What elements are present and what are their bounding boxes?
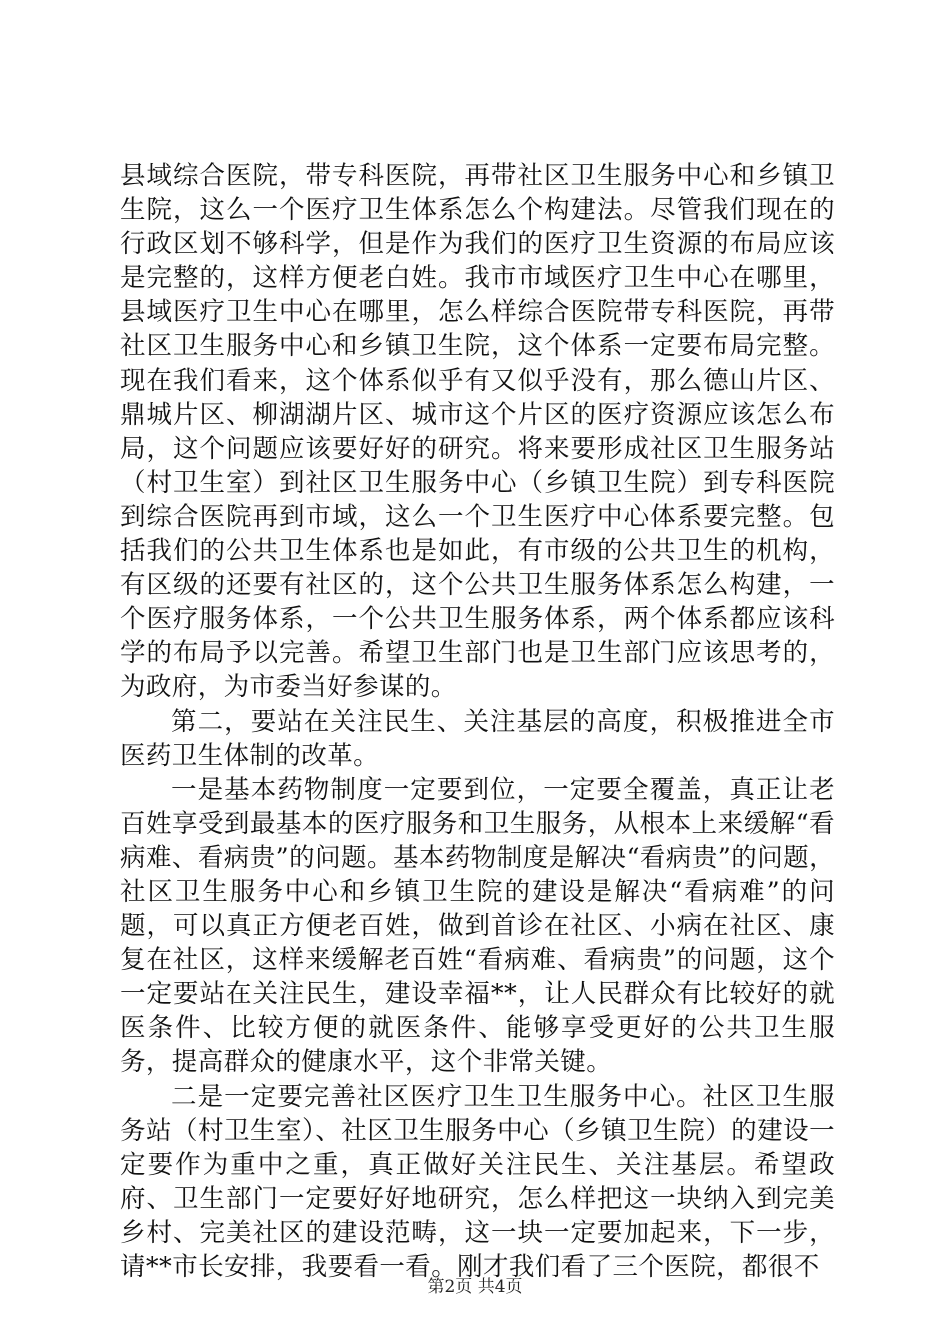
paragraph-point-one: 一是基本药物制度一定要到位，一定要全覆盖，真正让老百姓享受到最基本的医疗服务和卫生服务，从根本上来缓解“看病难、看病贵”的问题。基本药物制度是解决“看病贵”的问题，社区卫生服务中心和乡镇卫生院的建设是解决“看病难”的问题，可以真正方便老百姓，做到首诊在社区、小病在社区、康复在社区，这样来缓解老百姓“看病难、看病贵”的问题，这个一定要站在关注民生，建设幸福**，让人民群众有比较好的就医条件、比较方便的就医条件、能够享受更好的公共卫生服务，提高群众的健康水平，这个非常关键。 [120,774,835,1078]
paragraph-continued: 县域综合医院，带专科医院，再带社区卫生服务中心和乡镇卫生院，这么一个医疗卫生体系怎么个构建法。尽管我们现在的行政区划不够科学，但是作为我们的医疗卫生资源的布局应该是完整的，这样方便老白姓。我市市域医疗卫生中心在哪里，县域医疗卫生中心在哪里，怎么样综合医院带专科医院，再带社区卫生服务中心和乡镇卫生院，这个体系一定要布局完整。现在我们看来，这个体系似乎有又似乎没有，那么德山片区、鼎城片区、柳湖湖片区、城市这个片区的医疗资源应该怎么布局，这个问题应该要好好的研究。将来要形成社区卫生服务站（村卫生室）到社区卫生服务中心（乡镇卫生院）到专科医院到综合医院再到市域，这么一个卫生医疗中心体系要完整。包括我们的公共卫生体系也是如此，有市级的公共卫生的机构，有区级的还要有社区的，这个公共卫生服务体系怎么构建，一个医疗服务体系，一个公共卫生服务体系，两个体系都应该科学的布局予以完善。希望卫生部门也是卫生部门应该思考的，为政府，为市委当好参谋的。 [120,161,835,703]
paragraph-second-point: 第二，要站在关注民生、关注基层的高度，积极推进全市医药卫生体制的改革。 [120,706,835,771]
body-text [120,159,835,1284]
page-footer: 第2页 共4页 [427,1277,523,1297]
paragraph-point-two: 二是一定要完善社区医疗卫生卫生服务中心。社区卫生服务站（村卫生室）、社区卫生服务中心（乡镇卫生院）的建设一定要作为重中之重，真正做好关注民生、关注基层。希望政府、卫生部门一定要好好地研究，怎么样把这一块纳入到完美乡村、完美社区的建设范畴，这一块一定要加起来，下一步，请**市长安排，我要看一看。刚才我们看了三个医院，都很不 [120,1081,835,1282]
